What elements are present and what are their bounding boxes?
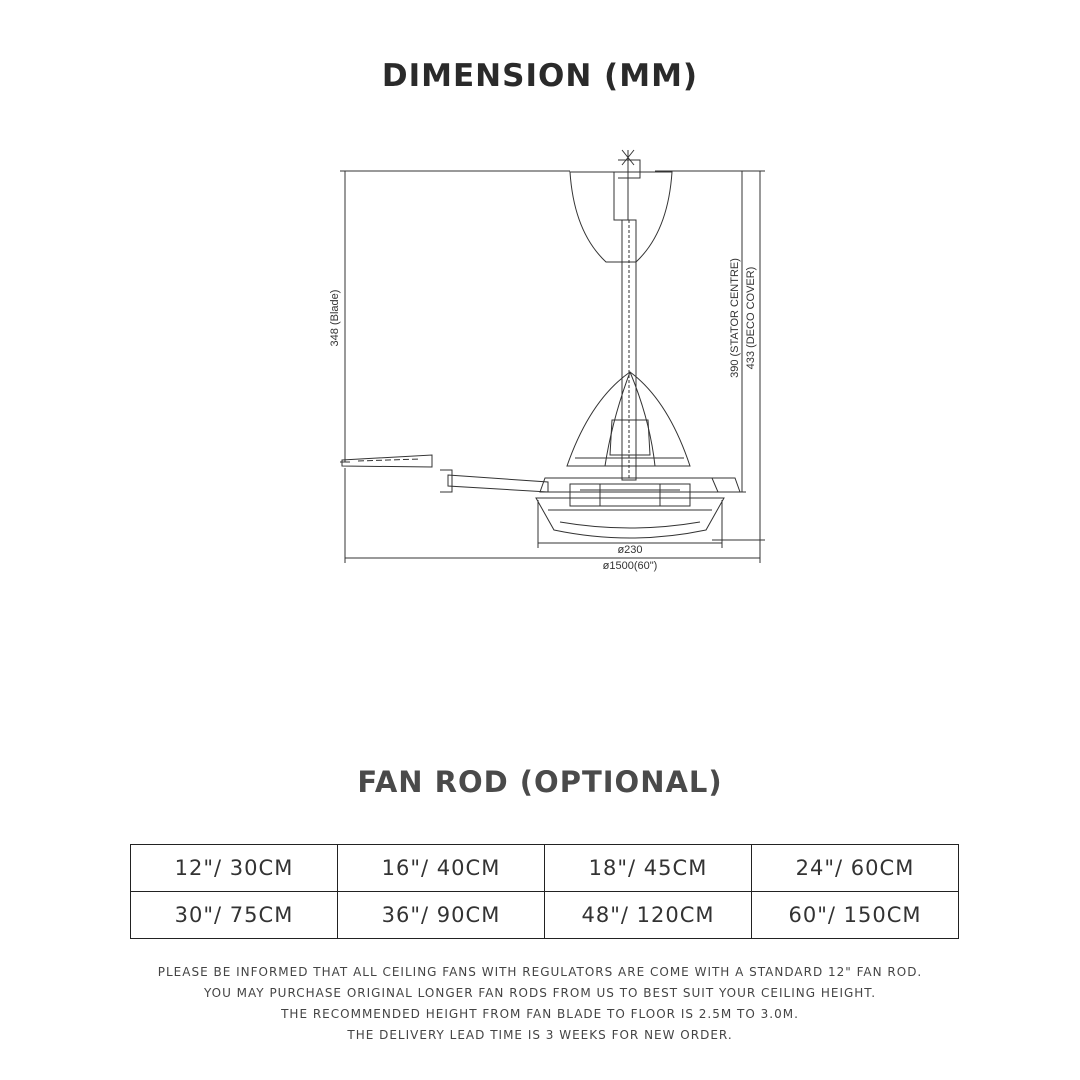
body-diameter-label: ø230 [617, 544, 643, 556]
bottom-bowl [536, 498, 724, 538]
canopy [570, 172, 672, 262]
rod-size-cell: 48"/ 120CM [545, 892, 752, 939]
rod-size-cell: 36"/ 90CM [338, 892, 545, 939]
deco-cover-label: 433 (DECO COVER) [745, 266, 757, 370]
stator-centre-label: 390 (STATOR CENTRE) [729, 258, 741, 378]
dimension-title: DIMENSION (MM) [381, 58, 699, 94]
table-row [131, 845, 959, 892]
note-line: PLEASE BE INFORMED THAT ALL CEILING FANS WITH REGULATORS ARE COME WITH A STANDARD 12" FAN ROD. [157, 965, 923, 979]
fan-rod-size-table [130, 844, 959, 939]
note-line: YOU MAY PURCHASE ORIGINAL LONGER FAN RODS FROM US TO BEST SUIT YOUR CEILING HEIGHT. [203, 986, 877, 1000]
rod-size-cell: 60"/ 150CM [752, 892, 959, 939]
fan-blade [342, 455, 432, 467]
rod-size-cell: 12"/ 30CM [131, 845, 338, 892]
rod-size-cell: 16"/ 40CM [338, 845, 545, 892]
fan-rod-title: FAN ROD (OPTIONAL) [357, 765, 723, 799]
total-diameter-label: ø1500(60") [602, 560, 658, 572]
rod-size-cell: 30"/ 75CM [131, 892, 338, 939]
rod-size-cell: 18"/ 45CM [545, 845, 752, 892]
note-line: THE RECOMMENDED HEIGHT FROM FAN BLADE TO FLOOR IS 2.5M TO 3.0M. [281, 1007, 799, 1021]
note-line: THE DELIVERY LEAD TIME IS 3 WEEKS FOR NEW ORDER. [347, 1028, 733, 1042]
blade-height-label: 348 (Blade) [329, 289, 341, 347]
rod-size-cell: 24"/ 60CM [752, 845, 959, 892]
notes-block [0, 962, 1080, 1046]
table-row [131, 892, 959, 939]
